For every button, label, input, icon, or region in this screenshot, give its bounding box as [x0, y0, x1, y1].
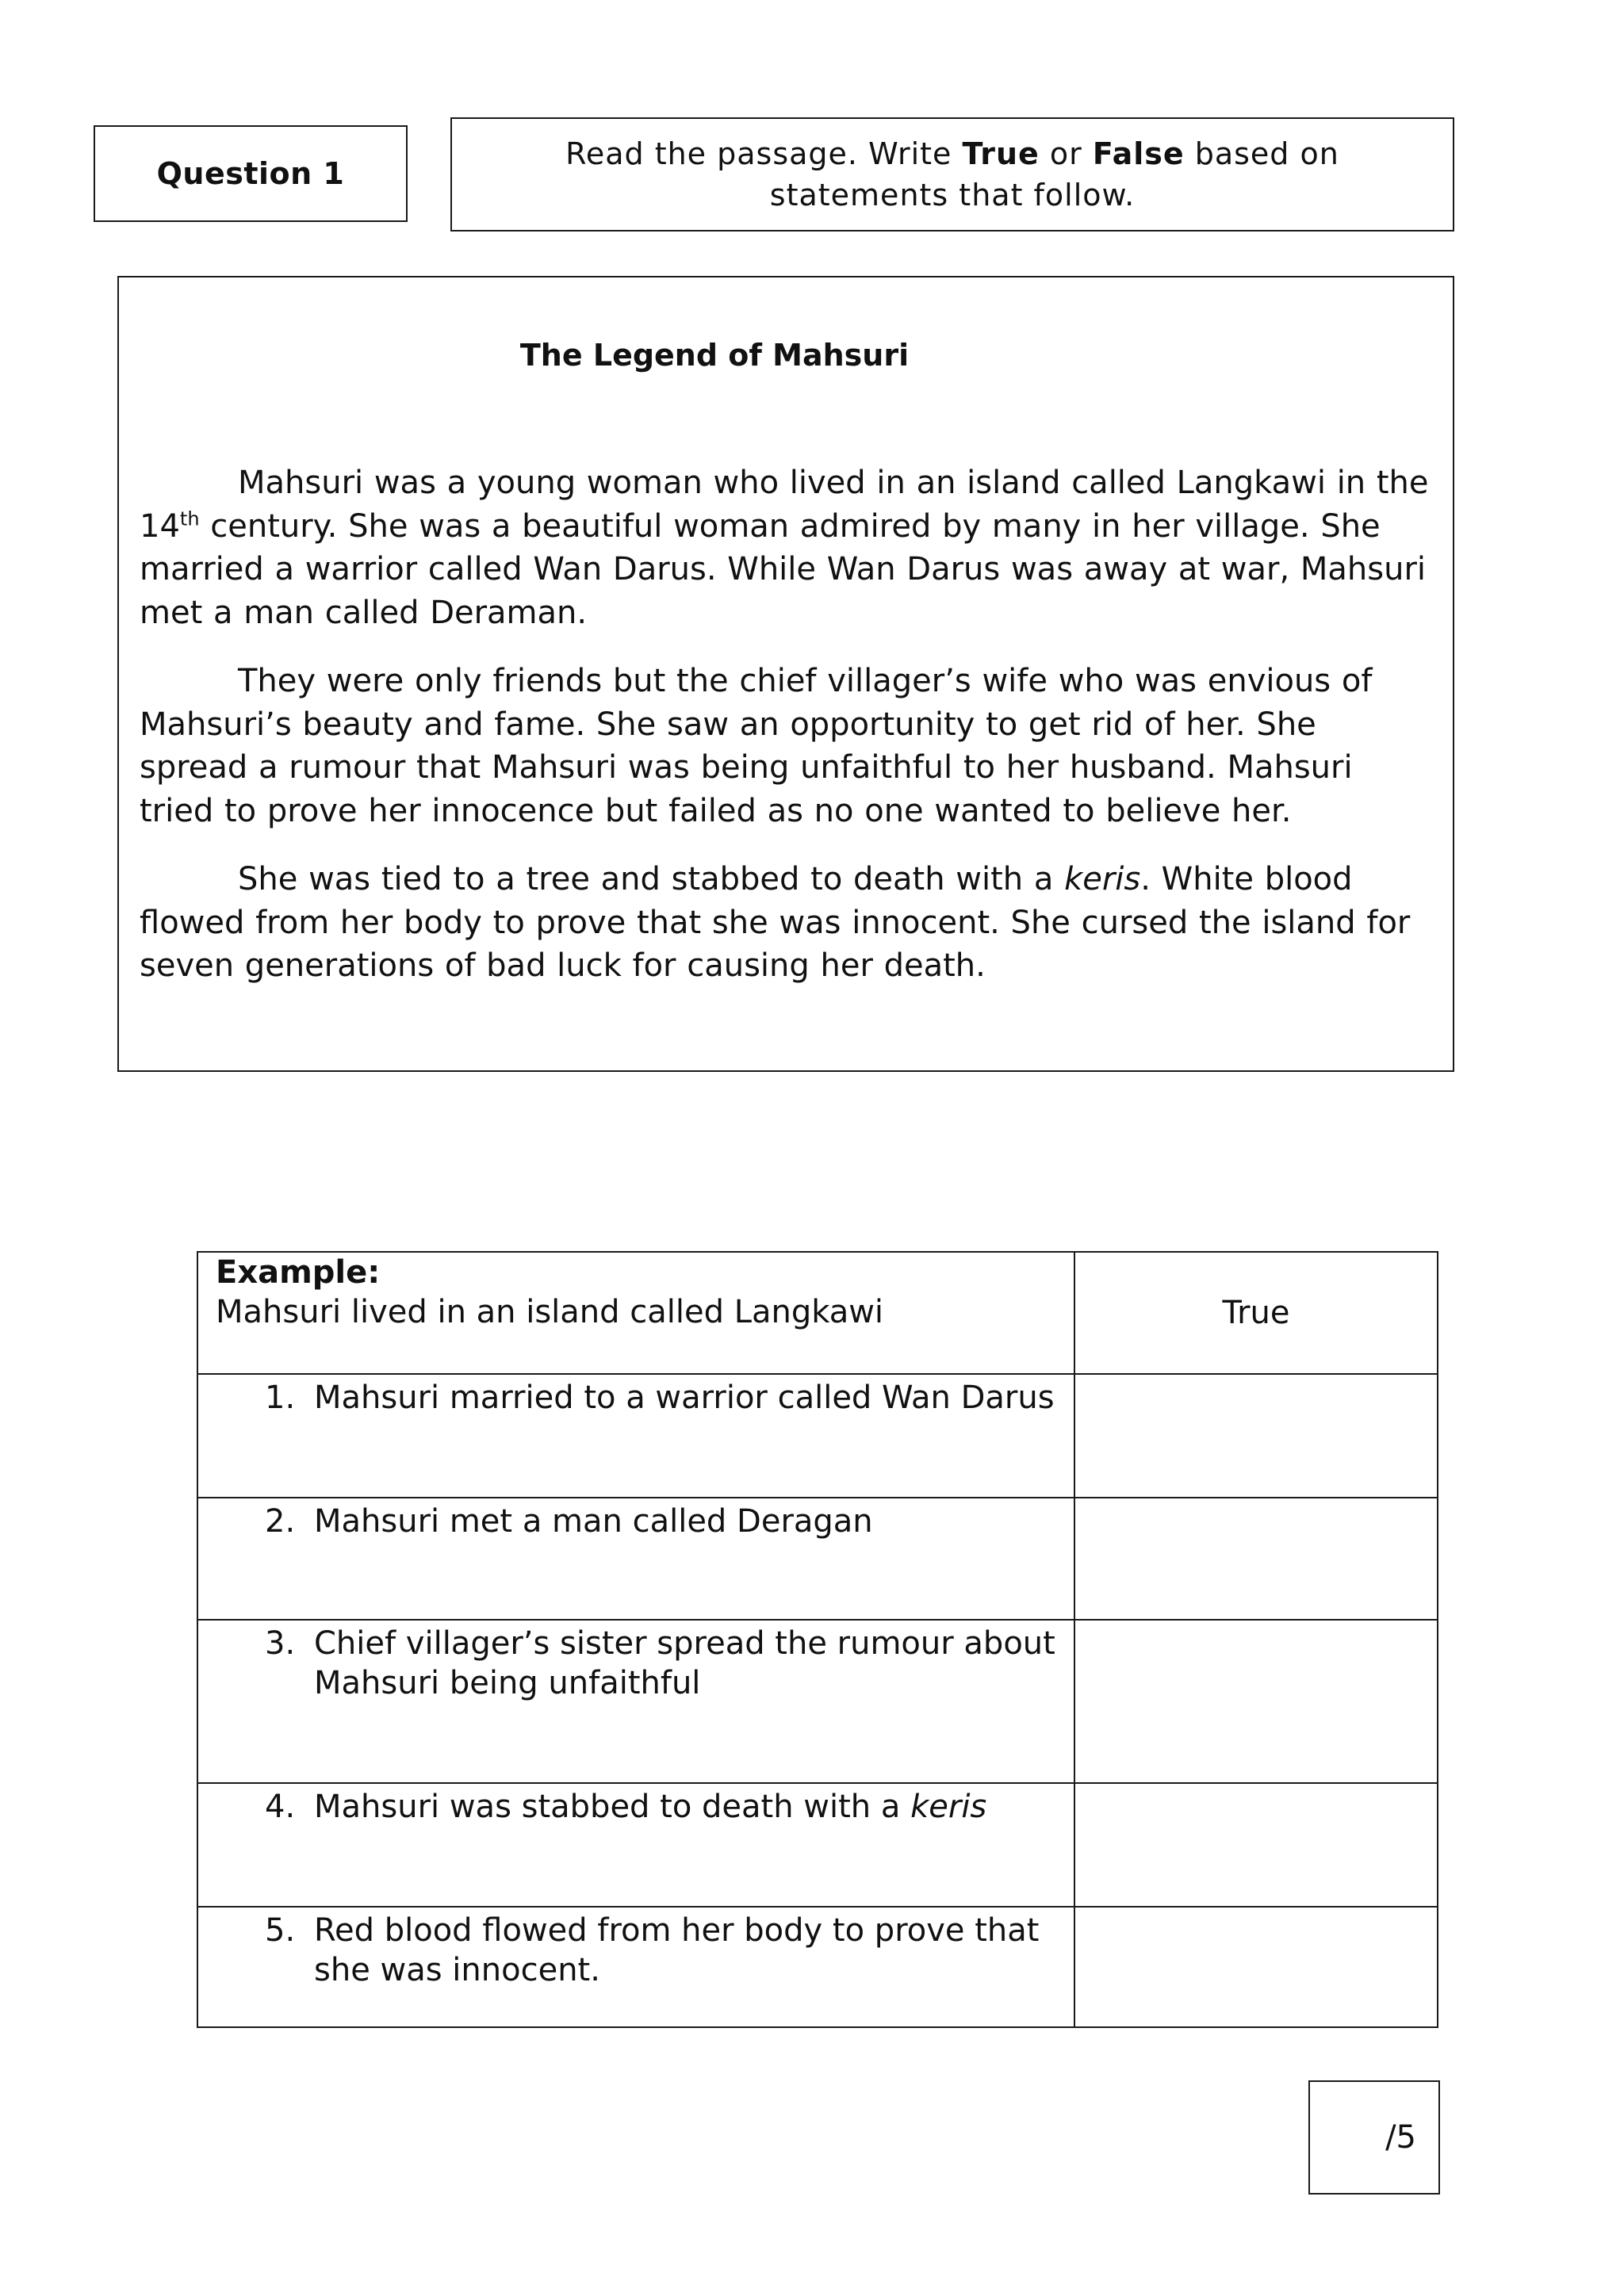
passage-p1-superscript: th: [179, 507, 200, 530]
passage-title: The Legend of Mahsuri: [519, 338, 910, 373]
passage-p3-text-a: She was tied to a tree and stabbed to death with a: [238, 861, 1065, 897]
instruction-text: [484, 133, 1421, 216]
example-answer-cell: True: [1074, 1252, 1438, 1374]
table-row: [197, 1907, 1438, 2027]
table-row: [197, 1783, 1438, 1907]
statement-cell: [197, 1498, 1074, 1620]
statement-cell: [197, 1783, 1074, 1907]
instruction-part2: or: [1039, 136, 1093, 171]
item-number: 5.: [265, 1912, 296, 1949]
item-number: 2.: [265, 1503, 296, 1540]
item-number: 1.: [265, 1380, 296, 1416]
item-text: Chief villager’s sister spread the rumour about Mahsuri being unfaithful: [314, 1625, 1055, 1701]
example-label: Example:: [216, 1254, 381, 1291]
score-text: /5: [1385, 2119, 1416, 2156]
statement-cell: [197, 1907, 1074, 2027]
passage-paragraph-2: They were only friends but the chief villager’s wife who was envious of Mahsuri’s beauty and fame. She saw an opportunity to get rid of her. She spread a rumour that Mahsuri was being unfaithful to her husband. Mahsuri tried to prove her innocence but failed as no one wanted to believe her.: [140, 663, 1373, 829]
question-label: Question 1: [156, 156, 345, 191]
item-text: Mahsuri married to a warrior called Wan Darus: [314, 1380, 1055, 1416]
answer-cell-4[interactable]: [1074, 1783, 1438, 1907]
item-text: Red blood flowed from her body to prove that she was innocent.: [314, 1912, 1040, 1988]
question-label-box: [94, 125, 408, 222]
example-statement-cell: [197, 1252, 1074, 1374]
passage-body: [140, 461, 1432, 1013]
passage-p1-text-b: century. She was a beautiful woman admired by many in her village. She married a warrior called Wan Darus. While Wan Darus was away at war, Mahsuri met a man called Deraman.: [140, 507, 1427, 631]
passage-p1-text-a: Mahsuri was a young woman who lived in an island called Langkawi in the 14: [140, 465, 1429, 545]
instruction-part3: based on statements that follow.: [769, 136, 1339, 212]
item-number: 3.: [265, 1625, 296, 1662]
passage-p3-text-b: . White blood flowed from her body to prove that she was innocent. She cursed the island for seven generations of bad luck for causing her death.: [140, 861, 1411, 984]
instruction-box: [450, 117, 1454, 232]
example-row: [197, 1252, 1438, 1374]
passage-p3-italic-word: keris: [1064, 861, 1141, 897]
answer-cell-2[interactable]: [1074, 1498, 1438, 1620]
item-text-italic: keris: [910, 1789, 987, 1825]
item-text: Mahsuri met a man called Deragan: [314, 1503, 873, 1540]
statement-cell: [197, 1620, 1074, 1783]
passage-paragraph-3: [140, 858, 1432, 988]
table-row: [197, 1498, 1438, 1620]
instruction-false-word: False: [1092, 136, 1185, 171]
statement-cell: [197, 1374, 1074, 1498]
instruction-part1: Read the passage. Write: [565, 136, 963, 171]
item-text: [314, 1787, 1064, 1827]
answer-cell-3[interactable]: [1074, 1620, 1438, 1783]
answer-table: [197, 1251, 1438, 2028]
answer-cell-1[interactable]: [1074, 1374, 1438, 1498]
table-row: [197, 1374, 1438, 1498]
passage-box: [117, 276, 1454, 1072]
score-box: [1308, 2080, 1440, 2195]
passage-paragraph-1: [140, 461, 1432, 634]
example-statement: Mahsuri lived in an island called Langkawi: [216, 1294, 884, 1330]
table-row: [197, 1620, 1438, 1783]
item-number: 4.: [265, 1789, 296, 1825]
item-text-plain: Mahsuri was stabbed to death with a: [314, 1789, 911, 1825]
instruction-true-word: True: [962, 136, 1040, 171]
answer-cell-5[interactable]: [1074, 1907, 1438, 2027]
